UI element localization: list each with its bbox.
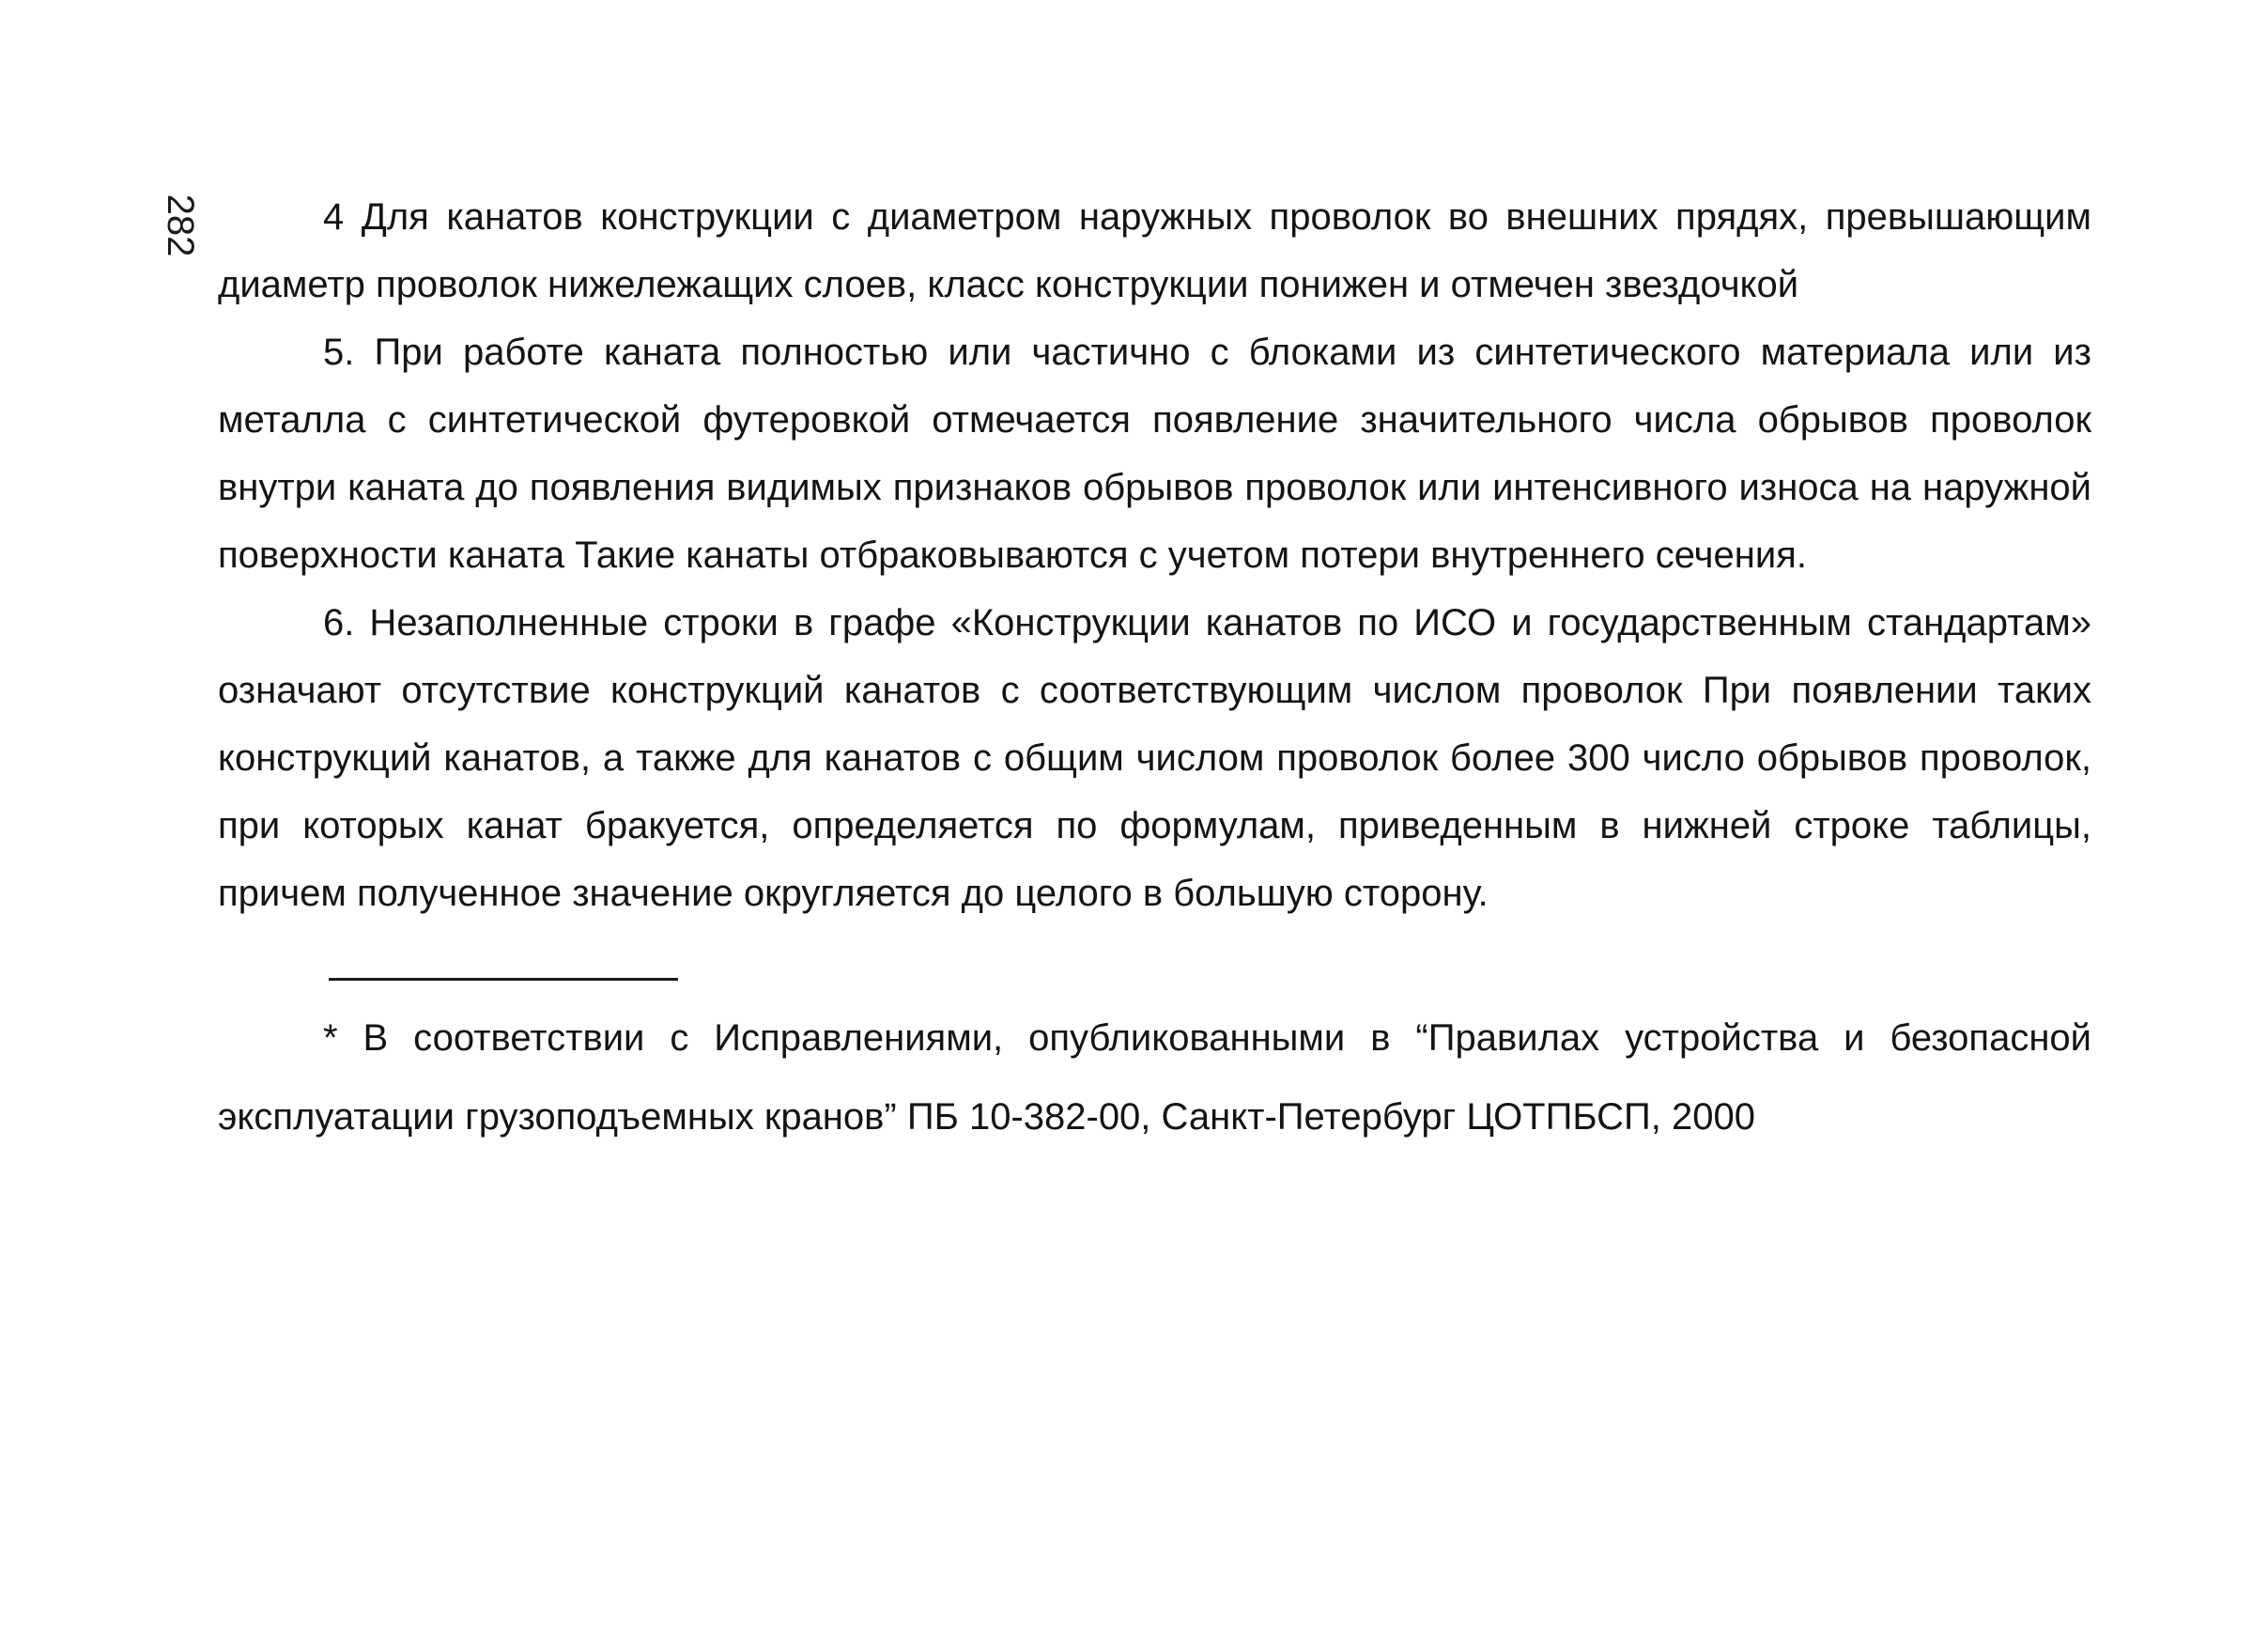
paragraph-note-5: 5. При работе каната полностью или частично с блоками из синтетического материала или из металла с синтетической футеровкой отмечается появление значительного числа обрывов проволок внутри каната до появления видимых признаков обрывов проволок или интенсивного износа на наружной поверхности каната Такие канаты отбраковываются с учетом потери внутреннего сечения. <box>218 332 2091 576</box>
footnote-divider <box>329 978 678 981</box>
body-text <box>218 183 2091 927</box>
paragraph-note-6: 6. Незаполненные строки в графе «Конструкции канатов по ИСО и государственным стандартам» означают отсутствие конструкций канатов с соответствующим числом проволок При появлении таких конструкций канатов, а также для канатов с общим числом проволок более 300 число обрывов проволок, при которых канат бракуется, определяется по формулам, приведенным в нижней строке таблицы, причем полученное значение округляется до целого в большую сторону. <box>218 602 2091 914</box>
footnote: * В соответствии с Исправлениями, опубликованными в “Правилах устройства и безопасной эксплуатации грузоподъемных кранов” ПБ 10-382-00, Санкт-Петербург ЦОТПБСП, 2000 <box>218 1017 2091 1138</box>
page-number: 282 <box>160 194 201 257</box>
paragraph-note-4: 4 Для канатов конструкции с диаметром наружных проволок во внешних прядях, превышающим диаметр проволок нижележащих слоев, класс конструкции понижен и отмечен звездочкой <box>218 196 2091 305</box>
